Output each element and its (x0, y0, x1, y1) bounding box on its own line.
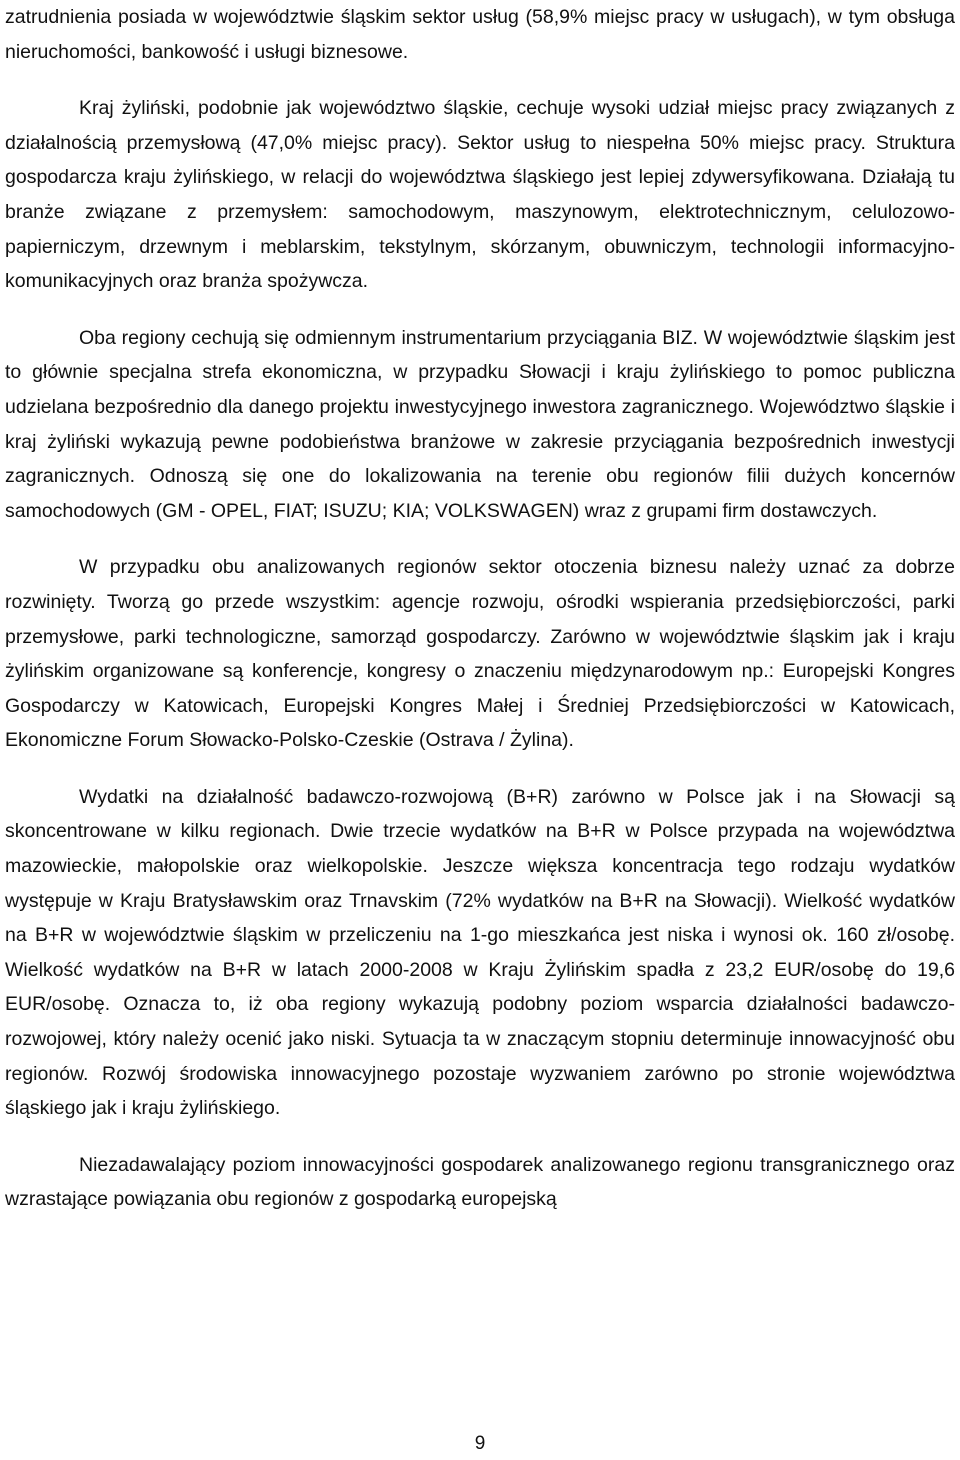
paragraph-6: Niezadawalający poziom innowacyjności gospodarek analizowanego regionu transgranicznego oraz wzrastające powiązania obu regionów z gospodarką europejską (5, 1153, 955, 1211)
page-number: 9 (474, 1433, 486, 1454)
paragraph-3: Oba regiony cechują się odmiennym instrumentarium przyciągania BIZ. W województwie śląskim jest to głównie specjalna strefa ekonomiczna, w przypadku Słowacji i kraju żylińskiego to pomoc publiczna udzielana bezpośrednio dla danego projektu inwestycyjnego inwestora zagranicznego. Województwo śląskie i kraj żyliński wykazują pewne podobieństwa branżowe w zakresie przyciągania bezpośrednich inwestycji zagranicznych. Odnoszą się one do lokalizowania na terenie obu regionów filii dużych koncernów samochodowych (GM - OPEL, FIAT; ISUZU; KIA; VOLKSWAGEN) wraz z grupami firm dostawczych. (5, 326, 955, 522)
paragraph-1: zatrudnienia posiada w województwie śląskim sektor usług (58,9% miejsc pracy w usługach), w tym obsługa nieruchomości, bankowość i usługi biznesowe. (5, 6, 955, 63)
paragraph-4: W przypadku obu analizowanych regionów sektor otoczenia biznesu należy uznać za dobrze rozwinięty. Tworzą go przede wszystkim: agencje rozwoju, ośrodki wspierania przedsiębiorczości, parki przemysłowe, parki technologiczne, samorząd gospodarczy. Zarówno w województwie śląskim jak i kraju żylińskim organizowane są konferencje, kongresy o znaczeniu międzynarodowym np.: Europejski Kongres Gospodarczy w Katowicach, Europejski Kongres Małej i Średniej Przedsiębiorczości w Katowicach, Ekonomiczne Forum Słowacko-Polsko-Czeskie (Ostrava / Żylina). (5, 556, 955, 752)
document-page (5, 0, 955, 1217)
paragraph-5: Wydatki na działalność badawczo-rozwojową (B+R) zarówno w Polsce jak i na Słowacji są skoncentrowane w kilku regionach. Dwie trzecie wydatków na B+R w Polsce przypada na województwa mazowieckie, małopolskie oraz wielkopolskie. Jeszcze większa koncentracja tego rodzaju wydatków występuje w Kraju Bratysławskim oraz Trnavskim (72% wydatków na B+R na Słowacji). Wielkość wydatków na B+R w województwie śląskim w przeliczeniu na 1-go mieszkańca jest niska i wynosi ok. 160 zł/osobę. Wielkość wydatków na B+R w latach 2000-2008 w Kraju Żylińskim spadła z 23,2 EUR/osobę do 19,6 EUR/osobę. Oznacza to, iż oba regiony wykazują podobny poziom wsparcia działalności badawczo-rozwojowej, który należy ocenić jako niski. Sytuacja ta w znaczącym stopniu determinuje innowacyjność obu regionów. Rozwój środowiska innowacyjnego pozostaje wyzwaniem zarówno po stronie województwa śląskiego jak i kraju żylińskiego. (5, 785, 955, 1120)
paragraph-2: Kraj żyliński, podobnie jak województwo śląskie, cechuje wysoki udział miejsc pracy związanych z działalnością przemysłową (47,0% miejsc pracy). Sektor usług to niespełna 50% miejsc pracy. Struktura gospodarcza kraju żylińskiego, w relacji do województwa śląskiego jest lepiej zdywersyfikowana. Działają tu branże związane z przemysłem: samochodowym, maszynowym, elektrotechnicznym, celulozowo-papierniczym, drzewnym i meblarskim, tekstylnym, skórzanym, obuwniczym, technologii informacyjno-komunikacyjnych oraz branża spożywcza. (5, 97, 955, 293)
